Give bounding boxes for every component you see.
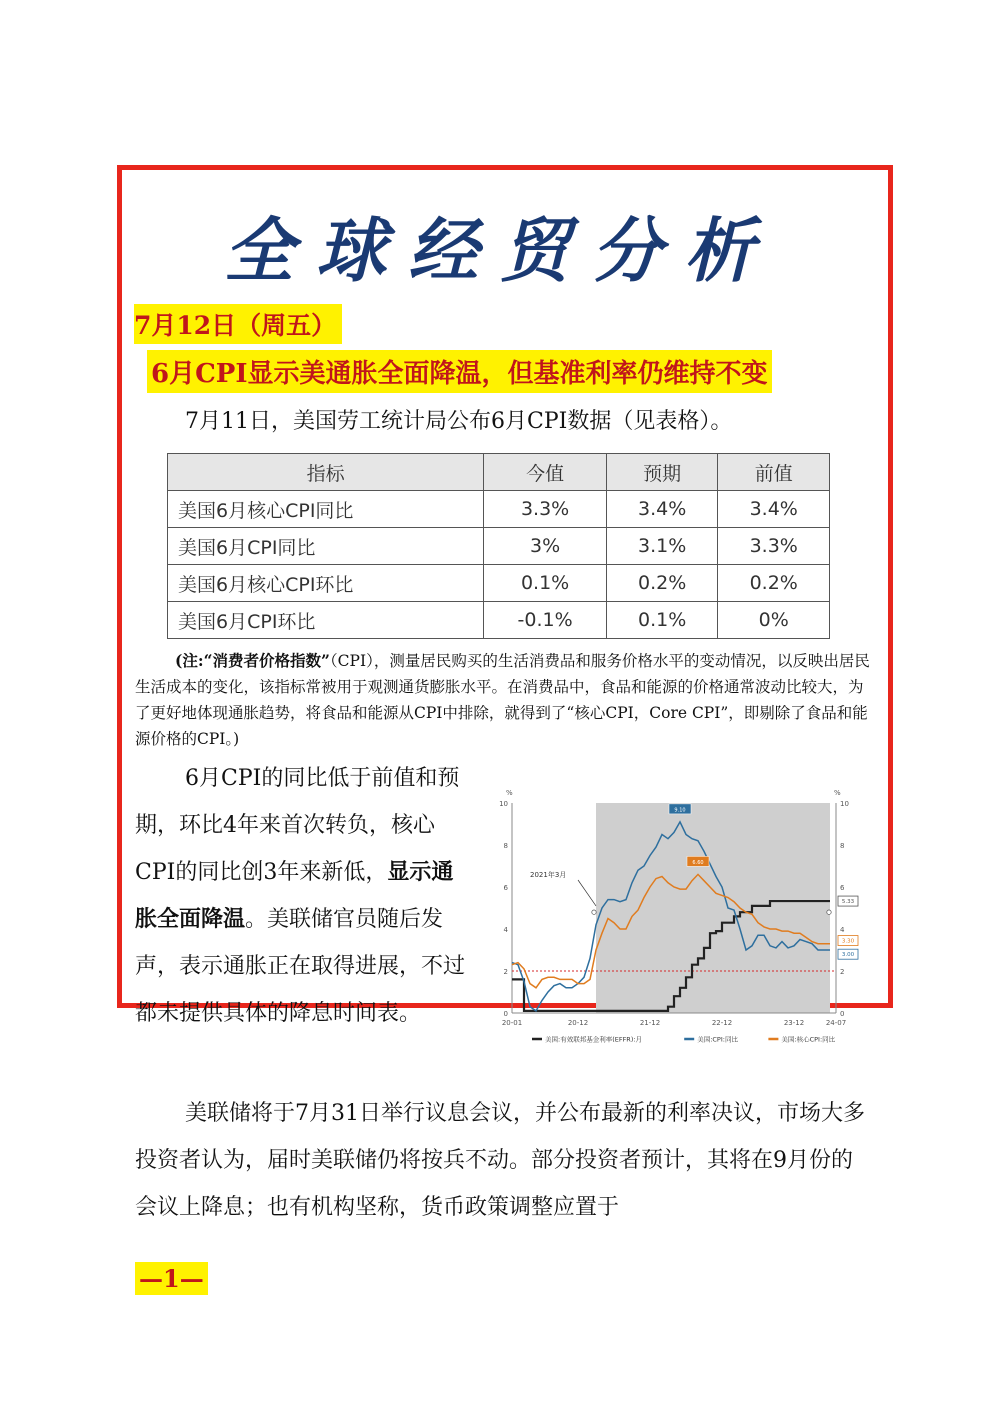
cpi-table — [167, 453, 830, 639]
x-tick-label: 21-12 — [639, 1019, 661, 1027]
cell-indicator: 美国6月核心CPI同比 — [168, 491, 484, 528]
cell-indicator: 美国6月CPI同比 — [168, 528, 484, 565]
analysis-paragraph — [135, 755, 475, 1037]
table-row — [168, 565, 830, 602]
peak-label: 9.10 — [674, 807, 686, 814]
y-tick-label-left: 2 — [503, 968, 508, 976]
y-tick-label-right: 0 — [840, 1010, 845, 1018]
cell-actual: -0.1% — [484, 602, 607, 639]
inflation-chart — [494, 785, 874, 1050]
peak-label: 6.60 — [692, 859, 704, 866]
outlook-paragraph: 美联储将于7月31日举行议息会议，并公布最新的利率决议，市场大多投资者认为，届时美联储仍将按兵不动。部分投资者预计，其将在9月份的会议上降息；也有机构坚称，货币政策调整应置于 — [135, 1101, 865, 1220]
cell-forecast: 3.4% — [606, 491, 718, 528]
cell-previous: 0.2% — [718, 565, 830, 602]
page-number: —1— — [135, 1262, 208, 1295]
legend-label-cpi: 美国:CPI:同比 — [697, 1035, 738, 1044]
annotation-marker — [592, 910, 596, 914]
y-tick-label-left: 4 — [503, 926, 508, 934]
annotation-marker-right — [827, 910, 831, 914]
table-row — [168, 602, 830, 639]
note-body: （CPI），测量居民购买的生活消费品和服务价格水平的变动情况，以反映出居民生活成本的变化，该指标常被用于观测通货膨胀水平。在消费品中，食品和能源的价格通常波动比较大，为了更好地体现通胀趋势，将食品和能源从CPI中排除，就得到了“核心CPI，Core CPI”，即剔除了食品和能源价格的CPI。) — [135, 652, 870, 748]
cell-previous: 3.4% — [718, 491, 830, 528]
cell-indicator: 美国6月CPI环比 — [168, 602, 484, 639]
y-tick-label-left: 6 — [503, 884, 508, 892]
y-tick-label-right: 2 — [840, 968, 845, 976]
header-indicator: 指标 — [168, 454, 484, 491]
analysis-text-1: 6月CPI的同比低于前值和预期，环比4年来首次转负，核心CPI的同比创3年来新低， — [135, 766, 460, 885]
annotation-label: 2021年3月 — [530, 871, 567, 879]
y-tick-label-right: 6 — [840, 884, 845, 892]
end-label: 3.00 — [841, 952, 855, 959]
headline: 6月CPI显示美通胀全面降温，但基准利率仍维持不变 — [147, 350, 772, 393]
note-term: “消费者价格指数” — [203, 651, 330, 670]
x-tick-label: 20-01 — [501, 1019, 523, 1027]
y-tick-label-left: 0 — [503, 1010, 508, 1018]
shaded-period — [596, 803, 830, 1013]
header-forecast: 预期 — [606, 454, 718, 491]
table-header-row — [168, 454, 830, 491]
y-tick-label-left: 10 — [499, 800, 508, 808]
y-tick-label-right: 10 — [840, 800, 849, 808]
cell-previous: 3.3% — [718, 528, 830, 565]
cell-previous: 0% — [718, 602, 830, 639]
cell-indicator: 美国6月核心CPI环比 — [168, 565, 484, 602]
legend-label-effr: 美国:有效联邦基金利率(EFFR):月 — [545, 1035, 643, 1044]
y-tick-label-right: 8 — [840, 842, 845, 850]
table-row — [168, 528, 830, 565]
end-label: 3.30 — [841, 938, 855, 945]
y-unit-left: % — [506, 789, 513, 797]
cell-forecast: 0.2% — [606, 565, 718, 602]
analysis-emphasis: 显示通胀全面降温 — [135, 859, 454, 932]
x-tick-label: 23-12 — [783, 1019, 805, 1027]
cell-forecast: 3.1% — [606, 528, 718, 565]
analysis-text-2: 。美联储官员随后发声，表示通胀正在取得进展，不过都未提供具体的降息时间表。 — [135, 907, 466, 1026]
annotation-pointer — [578, 880, 596, 906]
note-prefix: (注: — [175, 651, 204, 670]
y-tick-label-right: 4 — [840, 926, 845, 934]
end-label: 5.33 — [841, 899, 855, 906]
issue-date: 7月12日（周五） — [134, 304, 342, 344]
masthead: 全球经贸分析 — [224, 210, 776, 292]
intro-paragraph: 7月11日，美国劳工统计局公布6月CPI数据（见表格）。 — [185, 409, 733, 434]
cell-forecast: 0.1% — [606, 602, 718, 639]
x-tick-label: 22-12 — [711, 1019, 733, 1027]
cpi-note — [135, 648, 870, 752]
cell-actual: 3.3% — [484, 491, 607, 528]
header-previous: 前值 — [718, 454, 830, 491]
legend-label-core: 美国:核心CPI:同比 — [781, 1035, 836, 1044]
header-actual: 今值 — [484, 454, 607, 491]
cell-actual: 0.1% — [484, 565, 607, 602]
table-row — [168, 491, 830, 528]
y-unit-right: % — [834, 789, 841, 797]
y-tick-label-left: 8 — [503, 842, 508, 850]
x-tick-label: 20-12 — [567, 1019, 589, 1027]
x-tick-label: 24-07 — [825, 1019, 847, 1027]
cell-actual: 3% — [484, 528, 607, 565]
